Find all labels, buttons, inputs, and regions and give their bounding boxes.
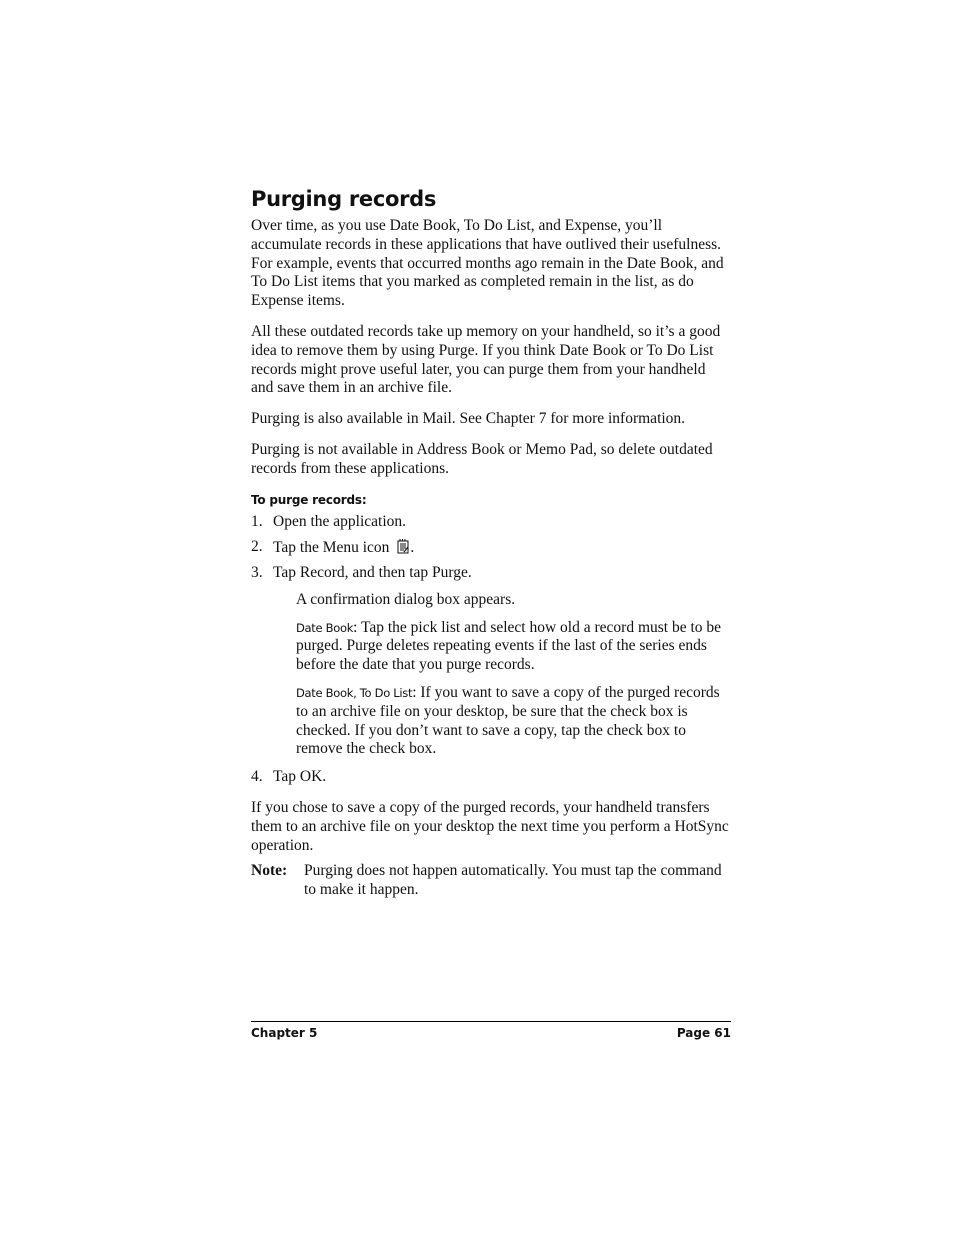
memory-paragraph: All these outdated records take up memory on your handheld, so it’s a good idea to remove them by using Purge. If you think Date Book or To Do List records might prove useful later, you can purge them from your handheld and save them in an archive file. [251, 322, 721, 397]
mail-paragraph: Purging is also available in Mail. See Chapter 7 for more information. [251, 410, 686, 428]
section-heading: Purging records [251, 187, 437, 211]
step-text: Tap OK. [273, 768, 327, 786]
step-number: 2. [251, 538, 263, 556]
intro-paragraph: Over time, as you use Date Book, To Do List, and Expense, you’ll accumulate records in these applications that have outlived their usefulness. For example, events that occurred months ago remain in the Date Book, and To Do List items that you marked as completed remain in the list, as do Expense items. [251, 217, 724, 310]
archive-term: Date Book, To Do List [296, 685, 413, 700]
confirmation-text: A confirmation dialog box appears. [296, 590, 516, 608]
step-number: 4. [251, 768, 263, 786]
step-number: 3. [251, 563, 263, 581]
step-number: 1. [251, 513, 263, 531]
not-available-paragraph: Purging is not available in Address Book or Memo Pad, so delete outdated records from these applications. [251, 440, 713, 477]
note [251, 862, 731, 900]
step-suffix: . [410, 539, 415, 557]
note-label: Note: [251, 862, 288, 880]
step-3 [251, 564, 731, 583]
step-text: Tap Record, and then tap Purge. [273, 563, 472, 581]
menu-icon [396, 538, 410, 554]
closing-paragraph: If you chose to save a copy of the purged records, your handheld transfers them to an archive file on your desktop the next time you perform a HotSync operation. [251, 798, 729, 854]
procedure-title: To purge records: [251, 492, 367, 507]
footer-chapter: Chapter 5 [251, 1026, 318, 1040]
step-4 [251, 768, 731, 787]
datebook-detail [296, 619, 731, 675]
step-text: Tap the Menu icon [273, 539, 390, 557]
step-3-details [296, 591, 731, 759]
datebook-text: : Tap the pick list and select how old a record must be to be purged. Purge deletes repeating events if the last of the series ends before the date that you purge records. [296, 618, 722, 674]
archive-text: : If you want to save a copy of the purged records to an archive file on your desktop, be sure that the check box is checked. If you don’t want to save a copy, tap the check box to remove the check box. [296, 683, 720, 758]
page-footer [251, 1021, 731, 1040]
archive-detail [296, 684, 731, 759]
datebook-term: Date Book [296, 620, 354, 635]
step-text: Open the application. [273, 513, 406, 531]
step-1 [251, 513, 731, 532]
page-content [251, 186, 731, 900]
note-text: Purging does not happen automatically. You must tap the command to make it happen. [304, 862, 722, 899]
step-2 [251, 538, 731, 558]
footer-page-number: Page 61 [676, 1026, 731, 1040]
